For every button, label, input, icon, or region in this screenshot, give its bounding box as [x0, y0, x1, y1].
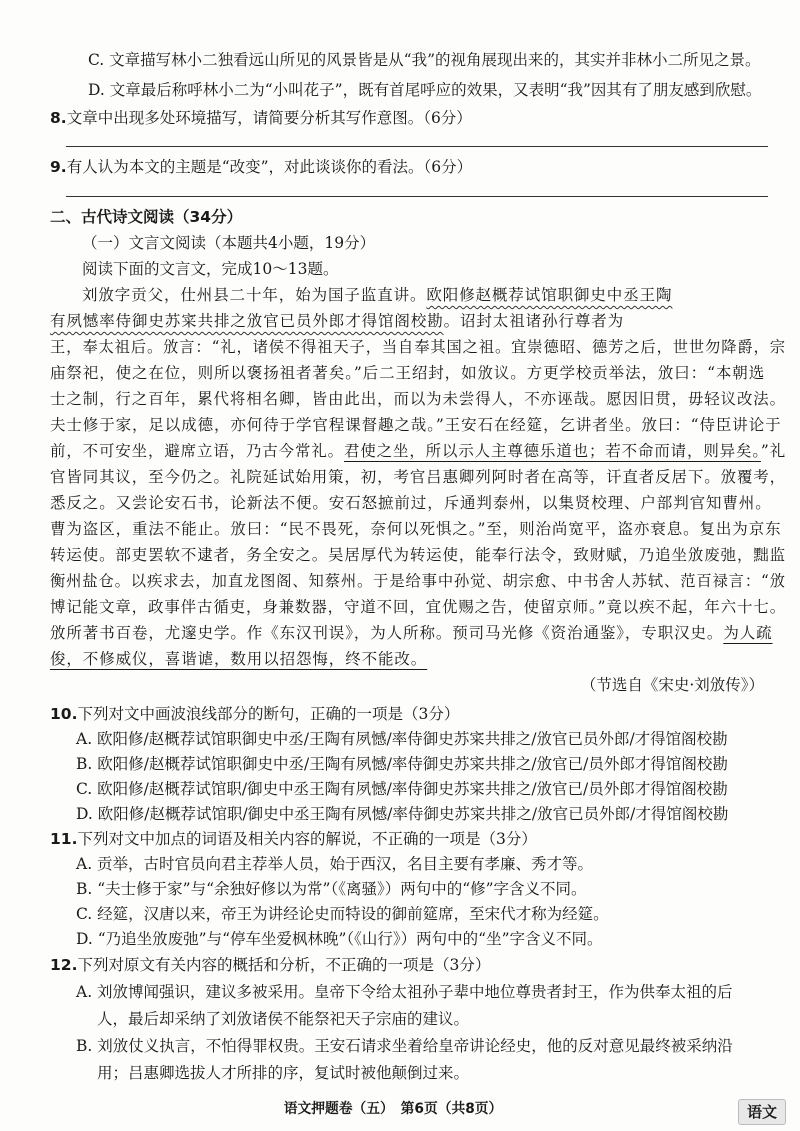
- q12-option-b-line2: 用；吕惠卿选拔人才所排的序，复试时被他颠倒过来。: [97, 1064, 470, 1082]
- passage-line: 夫士修于家，足以成德，亦何待于学官程课督趣之哉。”王安石在经筵，乞讲者坐。攽曰：“侍臣讲论于: [50, 416, 782, 434]
- wavy-underlined-text: 欧阳修赵概荐试馆职御史中丞王陶: [426, 286, 673, 304]
- underlined-text: 为人疏: [723, 624, 773, 642]
- answer-line-q8: [66, 146, 768, 147]
- q10-option-d: D. 欧阳修/赵概荐试馆职/御史中丞王陶有夙憾/率侍御史苏寀共排之/攽官已员外郎/才得馆阁校勘: [76, 805, 729, 823]
- q12-option-b-line1: B. 刘攽仗义执言，不怕得罪权贵。王安石请求坐着给皇帝讲论经史，他的反对意见最终被采纳沿: [76, 1037, 733, 1055]
- passage-line: [50, 649, 427, 669]
- subject-badge: 语文: [738, 1099, 786, 1125]
- passage-line: 衡州盐仓。以疾求去，加直龙图阁、知蔡州。于是给事中孙觉、胡宗愈、中书舍人苏轼、范百禄言：“攽: [50, 572, 786, 590]
- q11-option-c: C. 经筵，汉唐以来，帝王为讲经论史而特设的御前筵席，至宋代才称为经筵。: [76, 905, 609, 923]
- question-8: [50, 108, 472, 128]
- q11-number: 11.: [50, 830, 78, 848]
- q12-number: 12.: [50, 956, 78, 974]
- q7-option-d: D. 文章最后称呼林小二为“小叫花子”，既有首尾呼应的效果，又表明“我”因其有了朋友感到欣慰。: [88, 81, 762, 99]
- passage-line: 曹为盗区，重法不能止。攽曰：“民不畏死，奈何以死惧之。”至，则治尚宽平，盗亦衰息。复出为京东: [50, 520, 782, 538]
- question-12: [50, 955, 490, 975]
- q9-number: 9.: [50, 158, 67, 176]
- passage-line: [50, 311, 624, 331]
- passage-text: 。诏封太祖诸孙行尊者为: [443, 312, 625, 330]
- reading-instruction: 阅读下面的文言文，完成10～13题。: [82, 260, 339, 278]
- q11-option-b: B. “夫士修于家”与“余独好修以为常”（《离骚》）两句中的“修”字含义不同。: [76, 880, 587, 898]
- q7-option-c: C. 文章描写林小二独看远山所见的风景皆是从“我”的视角展现出来的，其实并非林小二所见之景。: [88, 51, 761, 69]
- answer-line-q9: [66, 196, 768, 197]
- underlined-text: 君使之坐，所以示人主尊德乐道也；若不命而请，则异矣。: [343, 442, 761, 460]
- passage-line: 官皆同其议，至今仍之。礼院延试始用策，初，考官吕惠卿列阿时者在高等，讦直者反居下。攽覆考，: [50, 468, 787, 486]
- passage-line: 博记能文章，政事伴古循吏，身兼数器，守道不回，宜优赐之告，使留京师。”竟以疾不起，年六十七。: [50, 598, 787, 616]
- q10-option-a: A. 欧阳修/赵概荐试馆职御史中丞/王陶有夙憾/率侍御史苏寀共排之/攽官已员外郎/才得馆阁校勘: [76, 730, 728, 748]
- passage-text: 前，不可安坐，避席立语，乃古今常礼。: [50, 442, 344, 460]
- underlined-text: 俊，不修威仪，喜谐谑，数用以招怨悔，终不能改。: [50, 650, 428, 668]
- page-footer: 语文押题卷（五） 第6页（共8页）: [283, 1101, 503, 1117]
- q8-number: 8.: [50, 109, 67, 127]
- passage-line: 庙祭祀，使之在位，则所以褒扬祖者著矣。”后二王绍封，如攽议。方更学校贡举法，攽曰：“本朝选: [50, 364, 766, 382]
- passage-line: 王，奉太祖后。攽言：“礼，诸侯不得祖天子，当自奉其国之祖。宜崇德昭、德芳之后，世世勿降爵，宗: [50, 338, 786, 356]
- question-9: [50, 157, 472, 177]
- subsection-heading: （一）文言文阅读（本题共4小题，19分）: [82, 234, 376, 252]
- passage-line: 悉反之。又尝论安石书，论新法不便。安石怒摭前过，斥通判泰州，以集贤校理、户部判官知曹州。: [50, 494, 772, 512]
- passage-line: 士之制，行之百年，累代将相名卿，皆由此出，而以为未尝得人，不亦诬哉。愿因旧贯，毋轻议改法。: [50, 390, 787, 408]
- passage-text: 攽所著书百卷，尤邃史学。作《东汉刊误》，为人所称。预司马光修《资治通鉴》，专职汉史。: [50, 624, 724, 642]
- q10-number: 10.: [50, 705, 78, 723]
- question-10: [50, 704, 459, 724]
- q12-option-a-line1: A. 刘攽博闻强识，建议多被采用。皇帝下令给太祖孙子辈中地位尊贵者封王，作为供奉太祖的后: [76, 983, 733, 1001]
- q10-option-c: C. 欧阳修/赵概荐试馆职/御史中丞王陶有夙憾/率侍御史苏寀共排之/攽官已/员外郎才得馆阁校勘: [76, 780, 728, 798]
- q12-stem: 下列对原文有关内容的概括和分析，不正确的一项是（3分）: [77, 956, 491, 974]
- q9-text: 有人认为本文的主题是“改变”，对此谈谈你的看法。（6分）: [66, 158, 473, 176]
- passage-text: ”礼: [760, 442, 787, 460]
- question-11: [50, 829, 537, 849]
- passage-line: [82, 285, 672, 305]
- passage-line: [50, 623, 773, 643]
- passage-line: 转运使。部吏罢软不逮者，务全安之。吴居厚代为转运使，能奉行法令，致财赋，乃追坐攽废弛，黜监: [50, 546, 787, 564]
- q8-text: 文章中出现多处环境描写，请简要分析其写作意图。（6分）: [66, 109, 472, 127]
- passage-line: [50, 441, 786, 461]
- wavy-underlined-text: 有夙憾率侍御史苏寀共排之攽官已员外郎才得馆阁校勘: [50, 312, 444, 330]
- q11-stem: 下列对文中加点的词语及相关内容的解说，不正确的一项是（3分）: [77, 830, 537, 848]
- section-heading: 二、古代诗文阅读（34分）: [50, 208, 243, 226]
- passage-source: （节选自《宋史·刘攽传》）: [580, 676, 764, 694]
- q10-option-b: B. 欧阳修/赵概荐试馆职御史中丞/王陶有夙憾/率侍御史苏寀共排之/攽官已/员外郎才得馆阁校勘: [76, 755, 728, 773]
- q11-option-a: A. 贡举，古时官员向君主荐举人员，始于西汉，名目主要有孝廉、秀才等。: [76, 855, 594, 873]
- q11-option-d: D. “乃追坐攽废弛”与“停车坐爱枫林晚”（《山行》）两句中的“坐”字含义不同。: [76, 930, 603, 948]
- q10-stem: 下列对文中画波浪线部分的断句，正确的一项是（3分）: [77, 705, 460, 723]
- q12-option-a-line2: 人，最后却采纳了刘攽诸侯不能祭祀天子宗庙的建议。: [97, 1010, 470, 1028]
- passage-text: 刘攽字贡父，仕州县二十年，始为国子监直讲。: [82, 286, 427, 304]
